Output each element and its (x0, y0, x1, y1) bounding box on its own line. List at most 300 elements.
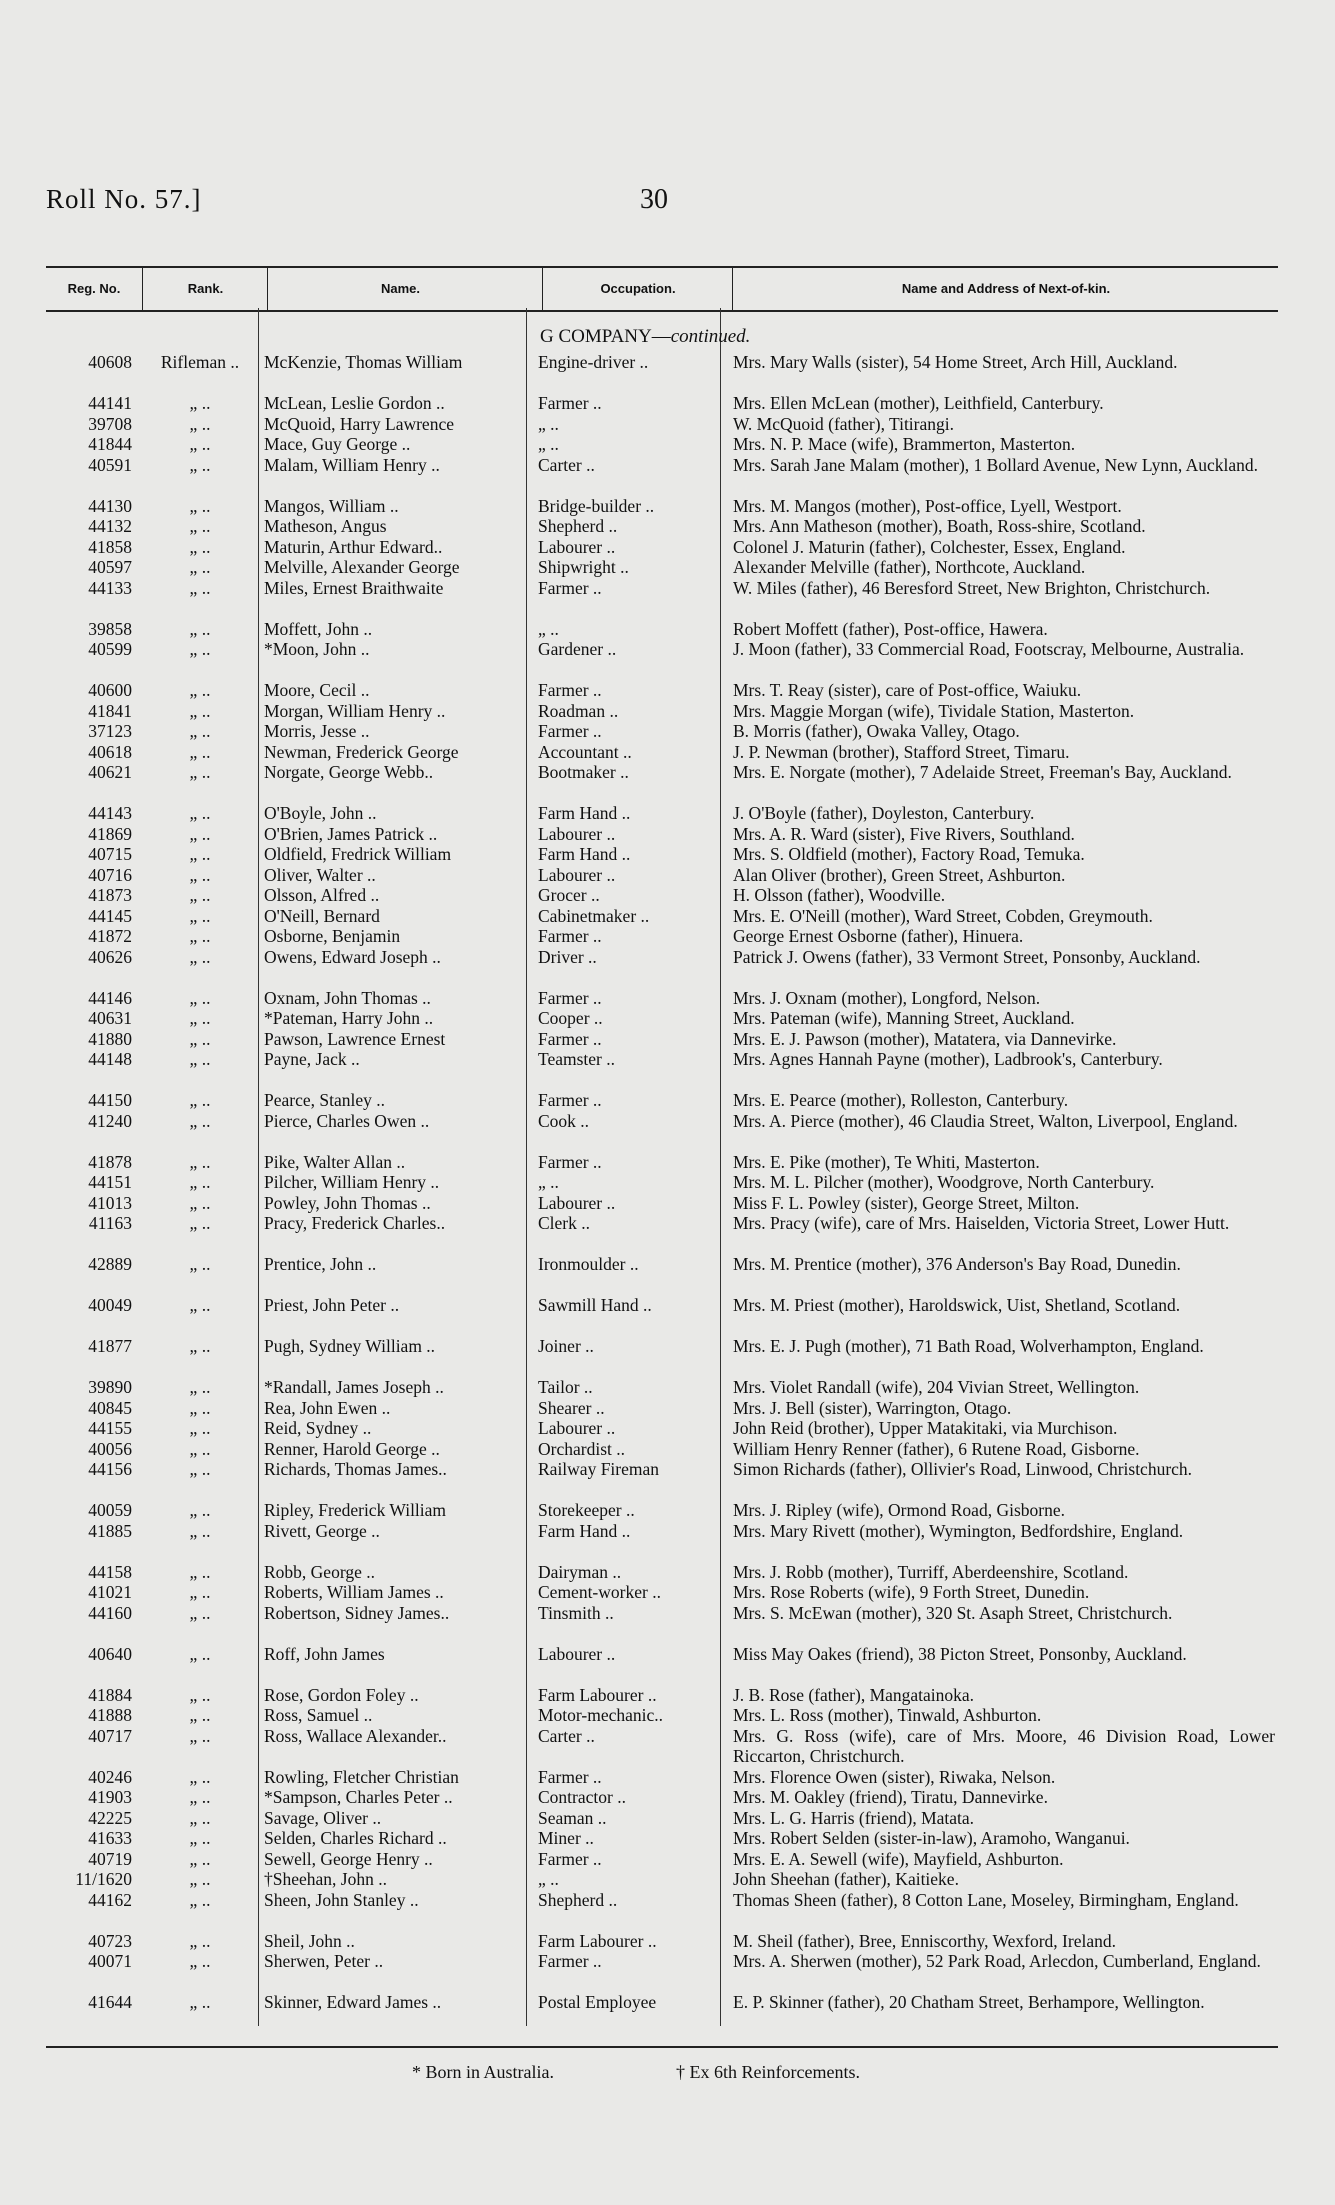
occupation: Tinsmith .. (538, 1602, 614, 1623)
reg-number: 41885 (88, 1520, 132, 1541)
table-row (0, 1726, 1335, 1767)
reg-number: 41021 (88, 1582, 132, 1602)
col-name-header: Name. (267, 268, 533, 310)
rank: „ .. (189, 1172, 211, 1192)
soldier-name: Selden, Charles Richard .. (264, 1828, 447, 1848)
footer-rule (46, 2046, 1278, 2048)
next-of-kin: M. Sheil (father), Bree, Enniscorthy, Wexford, Ireland. (733, 1930, 1116, 1951)
occupation: Farm Hand .. (538, 1520, 631, 1541)
next-of-kin: Mrs. Robert Selden (sister-in-law), Aramoho, Wanganui. (733, 1828, 1130, 1848)
soldier-name: †Sheehan, John .. (264, 1869, 387, 1889)
rank: „ .. (189, 1418, 211, 1438)
occupation: Labourer .. (538, 864, 616, 885)
occupation: Bootmaker .. (538, 762, 629, 782)
occupation: Gardener .. (538, 639, 617, 659)
soldier-name: Pearce, Stanley .. (264, 1090, 385, 1110)
table-row (0, 455, 1335, 496)
table-row (0, 844, 1335, 865)
col-kin-header: Name and Address of Next-of-kin. (732, 268, 1279, 310)
next-of-kin: E. P. Skinner (father), 20 Chatham Street, Berhampore, Wellington. (733, 1992, 1205, 2012)
table-row (0, 1828, 1335, 1849)
soldier-name: Priest, John Peter .. (264, 1295, 400, 1315)
rank: „ .. (189, 1684, 211, 1705)
col-rank-header: Rank. (142, 268, 268, 310)
soldier-name: Rose, Gordon Foley .. (264, 1684, 419, 1705)
occupation: Postal Employee (538, 1992, 657, 2012)
reg-number: 41013 (88, 1192, 132, 1213)
rank: „ .. (189, 536, 211, 557)
table-row (0, 1849, 1335, 1870)
soldier-name: Sheen, John Stanley .. (264, 1889, 419, 1910)
soldier-name: O'Boyle, John .. (264, 803, 377, 823)
next-of-kin: Mrs. M. Prentice (mother), 376 Anderson's Bay Road, Dunedin. (733, 1254, 1181, 1274)
next-of-kin: Mrs. A. Pierce (mother), 46 Claudia Street, Walton, Liverpool, England. (733, 1110, 1238, 1131)
table-row (0, 1193, 1335, 1214)
soldier-name: Newman, Frederick George (264, 741, 459, 762)
rank: „ .. (189, 1807, 211, 1828)
occupation: Farm Labourer .. (538, 1684, 657, 1705)
occupation: Accountant .. (538, 741, 632, 762)
reg-number: 44143 (88, 803, 132, 823)
reg-number: 40618 (88, 741, 132, 762)
occupation: Labourer .. (538, 823, 616, 844)
soldier-name: Payne, Jack .. (264, 1049, 360, 1069)
table-row (0, 619, 1335, 640)
next-of-kin: Mrs. J. Robb (mother), Turriff, Aberdeenshire, Scotland. (733, 1561, 1129, 1582)
reg-number: 40715 (88, 844, 132, 864)
rank: „ .. (189, 1500, 211, 1520)
next-of-kin: Mrs. J. Ripley (wife), Ormond Road, Gisborne. (733, 1500, 1065, 1520)
reg-number: 41163 (88, 1213, 132, 1233)
company-name: G COMPANY— (540, 326, 671, 347)
rank: „ .. (189, 1787, 211, 1807)
occupation: Farm Hand .. (538, 803, 631, 823)
reg-number: 44146 (88, 987, 132, 1008)
reg-number: 42225 (88, 1807, 132, 1828)
rank: „ .. (189, 762, 211, 782)
soldier-name: Oxnam, John Thomas .. (264, 987, 431, 1008)
table-row (0, 1008, 1335, 1029)
next-of-kin: Mrs. Pateman (wife), Manning Street, Auckland. (733, 1008, 1075, 1028)
occupation: Farmer .. (538, 1848, 602, 1869)
table-row (0, 537, 1335, 558)
reg-number: 41633 (88, 1828, 132, 1848)
soldier-name: O'Neill, Bernard (264, 905, 380, 926)
occupation: Storekeeper .. (538, 1500, 635, 1520)
next-of-kin: Mrs. Ellen McLean (mother), Leithfield, Canterbury. (733, 393, 1104, 413)
occupation: Carter .. (538, 1725, 595, 1746)
table-row (0, 414, 1335, 435)
occupation: Engine-driver .. (538, 352, 649, 372)
soldier-name: *Sampson, Charles Peter .. (264, 1787, 453, 1807)
occupation: Farm Labourer .. (538, 1930, 657, 1951)
reg-number: 40716 (88, 864, 132, 885)
rank: Rifleman .. (160, 352, 240, 372)
rank: „ .. (189, 1561, 211, 1582)
next-of-kin: J. B. Rose (father), Mangatainoka. (733, 1684, 975, 1705)
reg-number: 44132 (88, 516, 132, 536)
table-row (0, 721, 1335, 742)
reg-number: 41903 (88, 1787, 132, 1807)
soldier-name: Roff, John James (264, 1643, 385, 1664)
table-row (0, 1500, 1335, 1521)
occupation: Ironmoulder .. (538, 1254, 639, 1274)
soldier-name: Rea, John Ewen .. (264, 1397, 391, 1418)
table-row (0, 1439, 1335, 1460)
table-row (0, 1644, 1335, 1685)
reg-number: 44133 (88, 577, 132, 598)
occupation: Farmer .. (538, 926, 602, 946)
occupation: Shipwright .. (538, 557, 629, 577)
reg-number: 40719 (88, 1848, 132, 1869)
next-of-kin: Robert Moffett (father), Post-office, Hawera. (733, 618, 1048, 639)
reg-number: 40071 (88, 1951, 132, 1971)
soldier-name: Moore, Cecil .. (264, 680, 370, 700)
next-of-kin: Mrs. M. Priest (mother), Haroldswick, Uist, Shetland, Scotland. (733, 1295, 1181, 1315)
next-of-kin: Mrs. L. G. Harris (friend), Matata. (733, 1807, 975, 1828)
reg-number: 44141 (88, 393, 132, 413)
rank: „ .. (189, 680, 211, 700)
rank: „ .. (189, 618, 211, 639)
table-row (0, 1521, 1335, 1562)
next-of-kin: William Henry Renner (father), 6 Rutene Road, Gisborne. (733, 1438, 1140, 1459)
reg-number: 41877 (88, 1336, 132, 1356)
next-of-kin: Mrs. S. Oldfield (mother), Factory Road, Temuka. (733, 844, 1085, 864)
occupation: Orchardist .. (538, 1438, 625, 1459)
soldier-name: Ripley, Frederick William (264, 1500, 447, 1520)
soldier-name: Savage, Oliver .. (264, 1807, 382, 1828)
reg-number: 44151 (88, 1172, 132, 1192)
soldier-name: Richards, Thomas James.. (264, 1459, 447, 1479)
occupation: Cabinetmaker .. (538, 905, 650, 926)
next-of-kin: Mrs. M. L. Pilcher (mother), Woodgrove, North Canterbury. (733, 1172, 1155, 1192)
reg-number: 39858 (88, 618, 132, 639)
occupation: Shepherd .. (538, 516, 618, 536)
next-of-kin: Mrs. S. McEwan (mother), 320 St. Asaph Street, Christchurch. (733, 1602, 1173, 1623)
soldier-name: Osborne, Benjamin (264, 926, 401, 946)
rank: „ .. (189, 1889, 211, 1910)
next-of-kin: Mrs. Sarah Jane Malam (mother), 1 Bollard Avenue, New Lynn, Auckland. (733, 454, 1259, 475)
next-of-kin: Mrs. J. Bell (sister), Warrington, Otago. (733, 1397, 1012, 1418)
table-row (0, 1582, 1335, 1603)
table-row (0, 1992, 1335, 2033)
occupation: Farmer .. (538, 680, 602, 700)
col-occupation-header: Occupation. (542, 268, 733, 310)
rank: „ .. (189, 1192, 211, 1213)
reg-number: 41872 (88, 926, 132, 946)
company-heading (540, 326, 750, 348)
rank: „ .. (189, 1992, 211, 2012)
reg-number: 40717 (88, 1725, 132, 1746)
next-of-kin: Thomas Sheen (father), 8 Cotton Lane, Moseley, Birmingham, England. (733, 1889, 1239, 1910)
rank: „ .. (189, 393, 211, 413)
reg-number: 44145 (88, 905, 132, 926)
table-row (0, 1111, 1335, 1152)
next-of-kin: Mrs. E. O'Neill (mother), Ward Street, Cobden, Greymouth. (733, 905, 1153, 926)
rank: „ .. (189, 1110, 211, 1131)
next-of-kin: W. McQuoid (father), Titirangi. (733, 413, 954, 434)
soldier-name: Prentice, John .. (264, 1254, 377, 1274)
soldier-name: Malam, William Henry .. (264, 454, 440, 475)
table-row (0, 742, 1335, 763)
rank: „ .. (189, 1028, 211, 1049)
occupation: Railway Fireman (538, 1459, 660, 1479)
soldier-name: Pawson, Lawrence Ernest (264, 1028, 446, 1049)
reg-number: 44148 (88, 1049, 132, 1069)
next-of-kin: Mrs. E. Norgate (mother), 7 Adelaide Street, Freeman's Bay, Auckland. (733, 762, 1232, 782)
reg-number: 39708 (88, 413, 132, 434)
occupation: „ .. (538, 1869, 559, 1889)
table-row (0, 803, 1335, 824)
reg-number: 37123 (88, 721, 132, 741)
occupation: „ .. (538, 1172, 559, 1192)
next-of-kin: John Reid (brother), Upper Matakitaki, via Murchison. (733, 1418, 1118, 1438)
next-of-kin: Patrick J. Owens (father), 33 Vermont Street, Ponsonby, Auckland. (733, 946, 1201, 967)
soldier-name: Pierce, Charles Owen .. (264, 1110, 430, 1131)
col-reg-header: Reg. No. (67, 281, 121, 296)
next-of-kin: Simon Richards (father), Ollivier's Road, Linwood, Christchurch. (733, 1459, 1193, 1479)
reg-number: 41869 (88, 823, 132, 844)
next-of-kin: Miss F. L. Powley (sister), George Street, Milton. (733, 1192, 1080, 1213)
occupation: Labourer .. (538, 536, 616, 557)
rank: „ .. (189, 803, 211, 823)
occupation: Seaman .. (538, 1807, 607, 1828)
table-row (0, 1295, 1335, 1336)
soldier-name: Robb, George .. (264, 1561, 375, 1582)
next-of-kin: Mrs. E. J. Pugh (mother), 71 Bath Road, Wolverhampton, England. (733, 1336, 1204, 1356)
reg-number: 44162 (88, 1889, 132, 1910)
rank: „ .. (189, 1643, 211, 1664)
next-of-kin: Mrs. E. J. Pawson (mother), Matatera, via Dannevirke. (733, 1028, 1117, 1049)
soldier-name: Mace, Guy George .. (264, 434, 411, 454)
next-of-kin: Mrs. G. Ross (wife), care of Mrs. Moore, 46 Division Road, Lower Riccarton, Christchurch. (733, 1725, 1275, 1766)
occupation: Farmer .. (538, 577, 602, 598)
reg-number: 40626 (88, 946, 132, 967)
table-row (0, 1562, 1335, 1583)
occupation: Carter .. (538, 454, 595, 475)
next-of-kin: Mrs. N. P. Mace (wife), Brammerton, Masterton. (733, 434, 1076, 454)
reg-number: 40640 (88, 1643, 132, 1664)
occupation: Miner .. (538, 1828, 594, 1848)
table-row (0, 639, 1335, 680)
soldier-name: Renner, Harold George .. (264, 1438, 440, 1459)
table-row (0, 393, 1335, 414)
occupation: „ .. (538, 434, 559, 454)
reg-number: 39890 (88, 1377, 132, 1397)
occupation: Tailor .. (538, 1377, 593, 1397)
reg-number: 40600 (88, 680, 132, 700)
next-of-kin: J. Moon (father), 33 Commercial Road, Footscray, Melbourne, Australia. (733, 639, 1245, 659)
next-of-kin: Mrs. Agnes Hannah Payne (mother), Ladbrook's, Canterbury. (733, 1049, 1163, 1069)
occupation: Grocer .. (538, 885, 600, 905)
rank: „ .. (189, 1930, 211, 1951)
occupation: Farmer .. (538, 1151, 602, 1172)
soldier-name: Oliver, Walter .. (264, 864, 376, 885)
table-row (0, 496, 1335, 517)
rank: „ .. (189, 1828, 211, 1848)
reg-number: 44150 (88, 1090, 132, 1110)
reg-number: 41644 (88, 1992, 132, 2012)
soldier-name: *Randall, James Joseph .. (264, 1377, 444, 1397)
occupation: Driver .. (538, 946, 597, 967)
next-of-kin: Mrs. Florence Owen (sister), Riwaka, Nelson. (733, 1766, 1056, 1787)
table-row (0, 1869, 1335, 1890)
soldier-name: Pike, Walter Allan .. (264, 1151, 406, 1172)
soldier-name: Rowling, Fletcher Christian (264, 1766, 459, 1787)
next-of-kin: Mrs. Mary Walls (sister), 54 Home Street, Arch Hill, Auckland. (733, 352, 1178, 372)
occupation: Cook .. (538, 1110, 590, 1131)
rank: „ .. (189, 454, 211, 475)
rank: „ .. (189, 1951, 211, 1971)
table-row (0, 1090, 1335, 1111)
soldier-name: Sherwen, Peter .. (264, 1951, 384, 1971)
next-of-kin: Mrs. Mary Rivett (mother), Wymington, Bedfordshire, England. (733, 1520, 1184, 1541)
table-row (0, 906, 1335, 927)
reg-number: 41844 (88, 434, 132, 454)
occupation: Farmer .. (538, 721, 602, 741)
rank: „ .. (189, 1213, 211, 1233)
soldier-name: McLean, Leslie Gordon .. (264, 393, 445, 413)
soldier-name: Robertson, Sidney James.. (264, 1602, 450, 1623)
occupation: Bridge-builder .. (538, 495, 655, 516)
next-of-kin: Mrs. Ann Matheson (mother), Boath, Ross-shire, Scotland. (733, 516, 1146, 536)
soldier-name: Sheil, John .. (264, 1930, 355, 1951)
table-row (0, 947, 1335, 988)
soldier-name: Matheson, Angus (264, 516, 387, 536)
reg-number: 42889 (88, 1254, 132, 1274)
table-row (0, 1336, 1335, 1377)
reg-number: 40049 (88, 1295, 132, 1315)
table-row (0, 1213, 1335, 1254)
table-row (0, 1049, 1335, 1090)
occupation: Farmer .. (538, 1028, 602, 1049)
soldier-name: *Pateman, Harry John .. (264, 1008, 434, 1028)
occupation: Farmer .. (538, 1766, 602, 1787)
next-of-kin: Miss May Oakes (friend), 38 Picton Street, Ponsonby, Auckland. (733, 1643, 1187, 1664)
next-of-kin: Colonel J. Maturin (father), Colchester, Essex, England. (733, 536, 1126, 557)
rank: „ .. (189, 1582, 211, 1602)
table-row (0, 701, 1335, 722)
table-row (0, 1377, 1335, 1398)
occupation: Motor-mechanic.. (538, 1705, 664, 1725)
soldier-name: O'Brien, James Patrick .. (264, 823, 438, 844)
reg-number: 40059 (88, 1500, 132, 1520)
next-of-kin: J. O'Boyle (father), Doyleston, Canterbury. (733, 803, 1035, 823)
table-row (0, 578, 1335, 619)
table-row (0, 557, 1335, 578)
soldier-name: Owens, Edward Joseph .. (264, 946, 441, 967)
soldier-name: Pilcher, William Henry .. (264, 1172, 440, 1192)
table-row (0, 1951, 1335, 1992)
rank: „ .. (189, 1848, 211, 1869)
next-of-kin: Mrs. A. Sherwen (mother), 52 Park Road, Arlecdon, Cumberland, England. (733, 1951, 1261, 1971)
table-row (0, 988, 1335, 1009)
table-row (0, 434, 1335, 455)
reg-number: 44158 (88, 1561, 132, 1582)
reg-number: 40723 (88, 1930, 132, 1951)
reg-number: 41880 (88, 1028, 132, 1049)
soldier-name: Miles, Ernest Braithwaite (264, 577, 444, 598)
soldier-name: Powley, John Thomas .. (264, 1192, 431, 1213)
table-row (0, 1931, 1335, 1952)
table-row (0, 1705, 1335, 1726)
soldier-name: Melville, Alexander George (264, 557, 460, 577)
table-row (0, 885, 1335, 906)
table-row (0, 1254, 1335, 1295)
rank: „ .. (189, 557, 211, 577)
soldier-name: Moffett, John .. (264, 618, 373, 639)
table-row (0, 1767, 1335, 1788)
table-row (0, 1172, 1335, 1193)
rank: „ .. (189, 741, 211, 762)
reg-number: 40631 (88, 1008, 132, 1028)
reg-number: 41240 (88, 1110, 132, 1131)
next-of-kin: Mrs. J. Oxnam (mother), Longford, Nelson. (733, 987, 1041, 1008)
rank: „ .. (189, 1254, 211, 1274)
rank: „ .. (189, 1151, 211, 1172)
table-row (0, 1890, 1335, 1931)
reg-number: 40845 (88, 1397, 132, 1418)
occupation: Teamster .. (538, 1049, 616, 1069)
soldier-name: Roberts, William James .. (264, 1582, 444, 1602)
rank: „ .. (189, 885, 211, 905)
table-row (0, 865, 1335, 886)
occupation: „ .. (538, 618, 559, 639)
rank: „ .. (189, 721, 211, 741)
occupation: Farmer .. (538, 393, 602, 413)
table-row (0, 1398, 1335, 1419)
rank: „ .. (189, 823, 211, 844)
next-of-kin: H. Olsson (father), Woodville. (733, 885, 946, 905)
soldier-name: *Moon, John .. (264, 639, 370, 659)
table-row (0, 926, 1335, 947)
next-of-kin: W. Miles (father), 46 Beresford Street, New Brighton, Christchurch. (733, 577, 1211, 598)
rank: „ .. (189, 987, 211, 1008)
soldier-name: Olsson, Alfred .. (264, 885, 380, 905)
next-of-kin: Mrs. A. R. Ward (sister), Five Rivers, Southland. (733, 823, 1075, 844)
rank: „ .. (189, 495, 211, 516)
reg-number: 40621 (88, 762, 132, 782)
reg-number: 44130 (88, 495, 132, 516)
next-of-kin: Mrs. E. A. Sewell (wife), Mayfield, Ashburton. (733, 1848, 1064, 1869)
soldier-name: Skinner, Edward James .. (264, 1992, 442, 2012)
rank: „ .. (189, 1520, 211, 1541)
occupation: Farmer .. (538, 987, 602, 1008)
occupation: Dairyman .. (538, 1561, 622, 1582)
next-of-kin: Mrs. T. Reay (sister), care of Post-office, Waiuku. (733, 680, 1082, 700)
occupation: Joiner .. (538, 1336, 594, 1356)
reg-number: 40056 (88, 1438, 132, 1459)
rank: „ .. (189, 1295, 211, 1315)
rank: „ .. (189, 1602, 211, 1623)
occupation: Farmer .. (538, 1090, 602, 1110)
rank: „ .. (189, 1705, 211, 1725)
soldier-name: Sewell, George Henry .. (264, 1848, 433, 1869)
next-of-kin: Alexander Melville (father), Northcote, Auckland. (733, 557, 1086, 577)
occupation: Sawmill Hand .. (538, 1295, 652, 1315)
next-of-kin: Mrs. Maggie Morgan (wife), Tividale Station, Masterton. (733, 700, 1135, 721)
occupation: „ .. (538, 413, 559, 434)
table-row (0, 352, 1335, 393)
next-of-kin: John Sheehan (father), Kaitieke. (733, 1869, 959, 1889)
occupation: Contractor .. (538, 1787, 626, 1807)
occupation: Shepherd .. (538, 1889, 618, 1910)
occupation: Shearer .. (538, 1397, 605, 1418)
roll-number: Roll No. 57.] (46, 184, 202, 214)
soldier-name: Pugh, Sydney William .. (264, 1336, 436, 1356)
soldier-name: McKenzie, Thomas William (264, 352, 463, 372)
occupation: Labourer .. (538, 1418, 616, 1438)
